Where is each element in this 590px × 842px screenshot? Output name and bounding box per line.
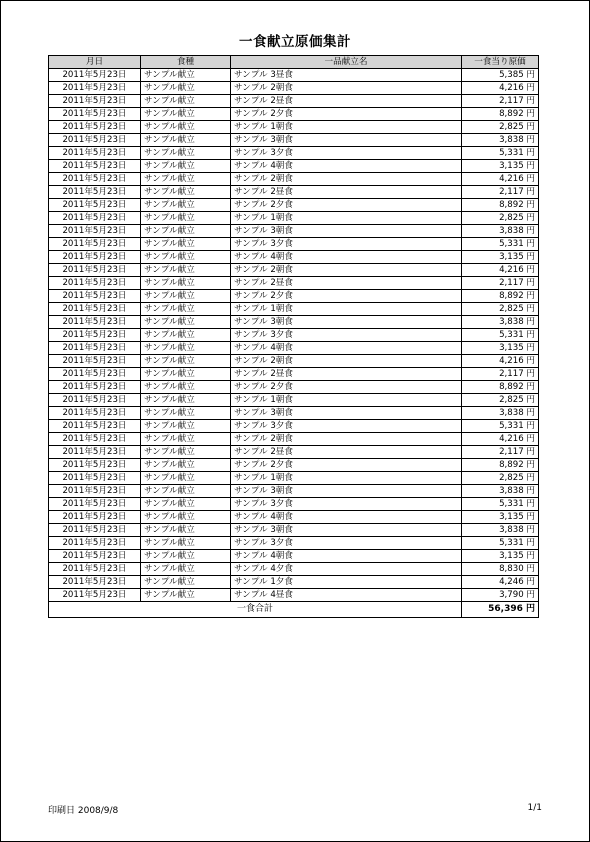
- table-row: [49, 550, 539, 563]
- cell-cost: 8,830 円: [462, 563, 539, 576]
- cell-cost: 3,838 円: [462, 485, 539, 498]
- table-row: [49, 147, 539, 160]
- cell-date: 2011年5月23日: [49, 368, 141, 381]
- cell-type: サンプル献立: [141, 108, 231, 121]
- cell-date: 2011年5月23日: [49, 69, 141, 82]
- total-value: 56,396 円: [462, 602, 539, 618]
- cell-cost: 4,216 円: [462, 433, 539, 446]
- total-label: 一食合計: [49, 602, 462, 618]
- cell-name: サンプル 2朝食: [231, 355, 462, 368]
- cell-type: サンプル献立: [141, 589, 231, 602]
- cell-date: 2011年5月23日: [49, 524, 141, 537]
- cell-name: サンプル 4朝食: [231, 342, 462, 355]
- table-row: [49, 251, 539, 264]
- cell-name: サンプル 3朝食: [231, 524, 462, 537]
- cell-type: サンプル献立: [141, 147, 231, 160]
- cell-name: サンプル 3夕食: [231, 537, 462, 550]
- cell-name: サンプル 4昼食: [231, 589, 462, 602]
- cell-type: サンプル献立: [141, 381, 231, 394]
- cell-type: サンプル献立: [141, 225, 231, 238]
- cell-date: 2011年5月23日: [49, 186, 141, 199]
- table-row: [49, 524, 539, 537]
- column-header-name: 一品献立名: [231, 56, 462, 69]
- cell-type: サンプル献立: [141, 472, 231, 485]
- cell-cost: 4,216 円: [462, 173, 539, 186]
- cell-cost: 5,331 円: [462, 537, 539, 550]
- cell-cost: 5,331 円: [462, 420, 539, 433]
- cell-date: 2011年5月23日: [49, 420, 141, 433]
- cell-name: サンプル 2夕食: [231, 108, 462, 121]
- cell-name: サンプル 4朝食: [231, 251, 462, 264]
- cell-date: 2011年5月23日: [49, 199, 141, 212]
- cell-type: サンプル献立: [141, 342, 231, 355]
- cell-name: サンプル 3朝食: [231, 407, 462, 420]
- cell-type: サンプル献立: [141, 563, 231, 576]
- cell-name: サンプル 3朝食: [231, 485, 462, 498]
- cell-cost: 2,117 円: [462, 186, 539, 199]
- cell-type: サンプル献立: [141, 121, 231, 134]
- cell-type: サンプル献立: [141, 446, 231, 459]
- cell-name: サンプル 2昼食: [231, 277, 462, 290]
- cell-cost: 4,216 円: [462, 82, 539, 95]
- page-number: 1/1: [527, 803, 542, 813]
- cell-type: サンプル献立: [141, 394, 231, 407]
- cell-cost: 3,838 円: [462, 407, 539, 420]
- table-row: [49, 394, 539, 407]
- cell-date: 2011年5月23日: [49, 173, 141, 186]
- cell-cost: 3,135 円: [462, 251, 539, 264]
- page-title: 一食献立原価集計: [239, 34, 351, 50]
- cell-name: サンプル 1朝食: [231, 472, 462, 485]
- table-row: [49, 95, 539, 108]
- cell-name: サンプル 3昼食: [231, 69, 462, 82]
- cell-date: 2011年5月23日: [49, 264, 141, 277]
- cell-cost: 8,892 円: [462, 459, 539, 472]
- cell-name: サンプル 1朝食: [231, 394, 462, 407]
- cell-date: 2011年5月23日: [49, 576, 141, 589]
- cell-cost: 3,838 円: [462, 524, 539, 537]
- table-body: [49, 69, 539, 602]
- cell-name: サンプル 1朝食: [231, 303, 462, 316]
- table-row: [49, 186, 539, 199]
- cell-date: 2011年5月23日: [49, 121, 141, 134]
- cell-name: サンプル 2夕食: [231, 459, 462, 472]
- table-row: [49, 134, 539, 147]
- cell-cost: 3,135 円: [462, 160, 539, 173]
- cell-cost: 5,331 円: [462, 238, 539, 251]
- cell-name: サンプル 2朝食: [231, 433, 462, 446]
- cell-type: サンプル献立: [141, 368, 231, 381]
- cell-name: サンプル 3夕食: [231, 329, 462, 342]
- cell-cost: 2,825 円: [462, 121, 539, 134]
- table-row: [49, 472, 539, 485]
- table-row: [49, 108, 539, 121]
- cell-type: サンプル献立: [141, 576, 231, 589]
- table-row: [49, 446, 539, 459]
- cell-name: サンプル 2朝食: [231, 264, 462, 277]
- cell-name: サンプル 2昼食: [231, 368, 462, 381]
- cell-type: サンプル献立: [141, 95, 231, 108]
- cell-type: サンプル献立: [141, 433, 231, 446]
- table-row: [49, 485, 539, 498]
- cell-date: 2011年5月23日: [49, 160, 141, 173]
- cell-cost: 5,331 円: [462, 498, 539, 511]
- cell-cost: 8,892 円: [462, 108, 539, 121]
- cell-cost: 8,892 円: [462, 290, 539, 303]
- cell-name: サンプル 3朝食: [231, 316, 462, 329]
- cell-cost: 3,135 円: [462, 550, 539, 563]
- cell-type: サンプル献立: [141, 134, 231, 147]
- cell-date: 2011年5月23日: [49, 433, 141, 446]
- cell-type: サンプル献立: [141, 498, 231, 511]
- cell-name: サンプル 2昼食: [231, 186, 462, 199]
- cell-name: サンプル 2夕食: [231, 381, 462, 394]
- cell-cost: 3,135 円: [462, 511, 539, 524]
- cell-date: 2011年5月23日: [49, 212, 141, 225]
- table-row: [49, 316, 539, 329]
- cell-type: サンプル献立: [141, 160, 231, 173]
- cell-cost: 2,117 円: [462, 446, 539, 459]
- cell-type: サンプル献立: [141, 264, 231, 277]
- column-header-date: 月日: [49, 56, 141, 69]
- cell-cost: 5,385 円: [462, 69, 539, 82]
- cell-name: サンプル 3夕食: [231, 498, 462, 511]
- cell-type: サンプル献立: [141, 212, 231, 225]
- table-row: [49, 407, 539, 420]
- cell-date: 2011年5月23日: [49, 563, 141, 576]
- cell-date: 2011年5月23日: [49, 485, 141, 498]
- cell-name: サンプル 2朝食: [231, 82, 462, 95]
- cell-type: サンプル献立: [141, 537, 231, 550]
- cell-cost: 8,892 円: [462, 381, 539, 394]
- cell-date: 2011年5月23日: [49, 394, 141, 407]
- cell-date: 2011年5月23日: [49, 82, 141, 95]
- cell-cost: 2,117 円: [462, 277, 539, 290]
- cell-date: 2011年5月23日: [49, 147, 141, 160]
- table-row: [49, 420, 539, 433]
- table-row: [49, 69, 539, 82]
- cell-name: サンプル 3夕食: [231, 420, 462, 433]
- cell-cost: 4,216 円: [462, 355, 539, 368]
- table-row: [49, 433, 539, 446]
- cell-date: 2011年5月23日: [49, 329, 141, 342]
- table-row: [49, 264, 539, 277]
- cell-date: 2011年5月23日: [49, 108, 141, 121]
- table-row: [49, 355, 539, 368]
- cell-date: 2011年5月23日: [49, 589, 141, 602]
- table-row: [49, 160, 539, 173]
- cell-cost: 3,790 円: [462, 589, 539, 602]
- table-row: [49, 342, 539, 355]
- cell-name: サンプル 4夕食: [231, 563, 462, 576]
- cell-date: 2011年5月23日: [49, 550, 141, 563]
- cell-name: サンプル 3朝食: [231, 225, 462, 238]
- cell-cost: 2,825 円: [462, 212, 539, 225]
- cell-date: 2011年5月23日: [49, 498, 141, 511]
- table-row: [49, 238, 539, 251]
- cell-cost: 4,216 円: [462, 264, 539, 277]
- table-row: [49, 290, 539, 303]
- cell-cost: 3,838 円: [462, 316, 539, 329]
- cell-type: サンプル献立: [141, 199, 231, 212]
- table-row: [49, 173, 539, 186]
- cell-cost: 2,117 円: [462, 368, 539, 381]
- cell-cost: 2,825 円: [462, 303, 539, 316]
- table-row: [49, 459, 539, 472]
- cell-type: サンプル献立: [141, 303, 231, 316]
- cell-cost: 4,246 円: [462, 576, 539, 589]
- cell-date: 2011年5月23日: [49, 238, 141, 251]
- table-row: [49, 381, 539, 394]
- cell-type: サンプル献立: [141, 550, 231, 563]
- cell-date: 2011年5月23日: [49, 342, 141, 355]
- cell-date: 2011年5月23日: [49, 277, 141, 290]
- table-row: [49, 563, 539, 576]
- cell-type: サンプル献立: [141, 407, 231, 420]
- cell-date: 2011年5月23日: [49, 446, 141, 459]
- cell-cost: 5,331 円: [462, 329, 539, 342]
- cell-type: サンプル献立: [141, 485, 231, 498]
- cell-name: サンプル 2夕食: [231, 199, 462, 212]
- table-row: [49, 303, 539, 316]
- cell-type: サンプル献立: [141, 251, 231, 264]
- cell-date: 2011年5月23日: [49, 511, 141, 524]
- cell-cost: 5,331 円: [462, 147, 539, 160]
- table-row: [49, 589, 539, 602]
- cell-cost: 2,825 円: [462, 394, 539, 407]
- cell-name: サンプル 3夕食: [231, 238, 462, 251]
- cell-cost: 8,892 円: [462, 199, 539, 212]
- cell-name: サンプル 2夕食: [231, 290, 462, 303]
- cell-type: サンプル献立: [141, 459, 231, 472]
- cell-date: 2011年5月23日: [49, 407, 141, 420]
- cell-name: サンプル 2朝食: [231, 173, 462, 186]
- cell-date: 2011年5月23日: [49, 134, 141, 147]
- table-row: [49, 368, 539, 381]
- cell-name: サンプル 1朝食: [231, 212, 462, 225]
- cell-type: サンプル献立: [141, 316, 231, 329]
- table-row: [49, 498, 539, 511]
- cell-date: 2011年5月23日: [49, 251, 141, 264]
- cell-cost: 3,135 円: [462, 342, 539, 355]
- cell-type: サンプル献立: [141, 524, 231, 537]
- cell-type: サンプル献立: [141, 329, 231, 342]
- cell-date: 2011年5月23日: [49, 537, 141, 550]
- cell-name: サンプル 3夕食: [231, 147, 462, 160]
- table-row: [49, 212, 539, 225]
- cell-date: 2011年5月23日: [49, 303, 141, 316]
- cell-type: サンプル献立: [141, 238, 231, 251]
- cell-name: サンプル 4朝食: [231, 550, 462, 563]
- cell-cost: 2,117 円: [462, 95, 539, 108]
- cell-cost: 3,838 円: [462, 134, 539, 147]
- cell-type: サンプル献立: [141, 277, 231, 290]
- cell-type: サンプル献立: [141, 355, 231, 368]
- cell-cost: 2,825 円: [462, 472, 539, 485]
- cell-name: サンプル 4朝食: [231, 160, 462, 173]
- cell-type: サンプル献立: [141, 420, 231, 433]
- cell-date: 2011年5月23日: [49, 459, 141, 472]
- table-row: [49, 199, 539, 212]
- cell-name: サンプル 1朝食: [231, 121, 462, 134]
- cost-table: [48, 55, 539, 618]
- table-row: [49, 537, 539, 550]
- cell-name: サンプル 4朝食: [231, 511, 462, 524]
- cell-date: 2011年5月23日: [49, 355, 141, 368]
- cell-name: サンプル 1夕食: [231, 576, 462, 589]
- table-row: [49, 511, 539, 524]
- total-row: [49, 602, 539, 618]
- cell-name: サンプル 3朝食: [231, 134, 462, 147]
- cell-cost: 3,838 円: [462, 225, 539, 238]
- cell-name: サンプル 2昼食: [231, 95, 462, 108]
- cell-type: サンプル献立: [141, 173, 231, 186]
- table-row: [49, 576, 539, 589]
- cell-date: 2011年5月23日: [49, 290, 141, 303]
- cell-type: サンプル献立: [141, 69, 231, 82]
- cell-type: サンプル献立: [141, 186, 231, 199]
- print-date: 印刷日 2008/9/8: [48, 806, 119, 816]
- table-row: [49, 277, 539, 290]
- column-header-cost: 一食当り原価: [462, 56, 539, 69]
- table-row: [49, 82, 539, 95]
- cell-date: 2011年5月23日: [49, 225, 141, 238]
- table-row: [49, 225, 539, 238]
- cell-date: 2011年5月23日: [49, 381, 141, 394]
- cell-date: 2011年5月23日: [49, 316, 141, 329]
- cell-type: サンプル献立: [141, 511, 231, 524]
- cell-type: サンプル献立: [141, 82, 231, 95]
- table-header-row: [49, 56, 539, 69]
- column-header-type: 食種: [141, 56, 231, 69]
- table-row: [49, 121, 539, 134]
- cell-name: サンプル 2昼食: [231, 446, 462, 459]
- cell-date: 2011年5月23日: [49, 472, 141, 485]
- cell-date: 2011年5月23日: [49, 95, 141, 108]
- cell-type: サンプル献立: [141, 290, 231, 303]
- table-row: [49, 329, 539, 342]
